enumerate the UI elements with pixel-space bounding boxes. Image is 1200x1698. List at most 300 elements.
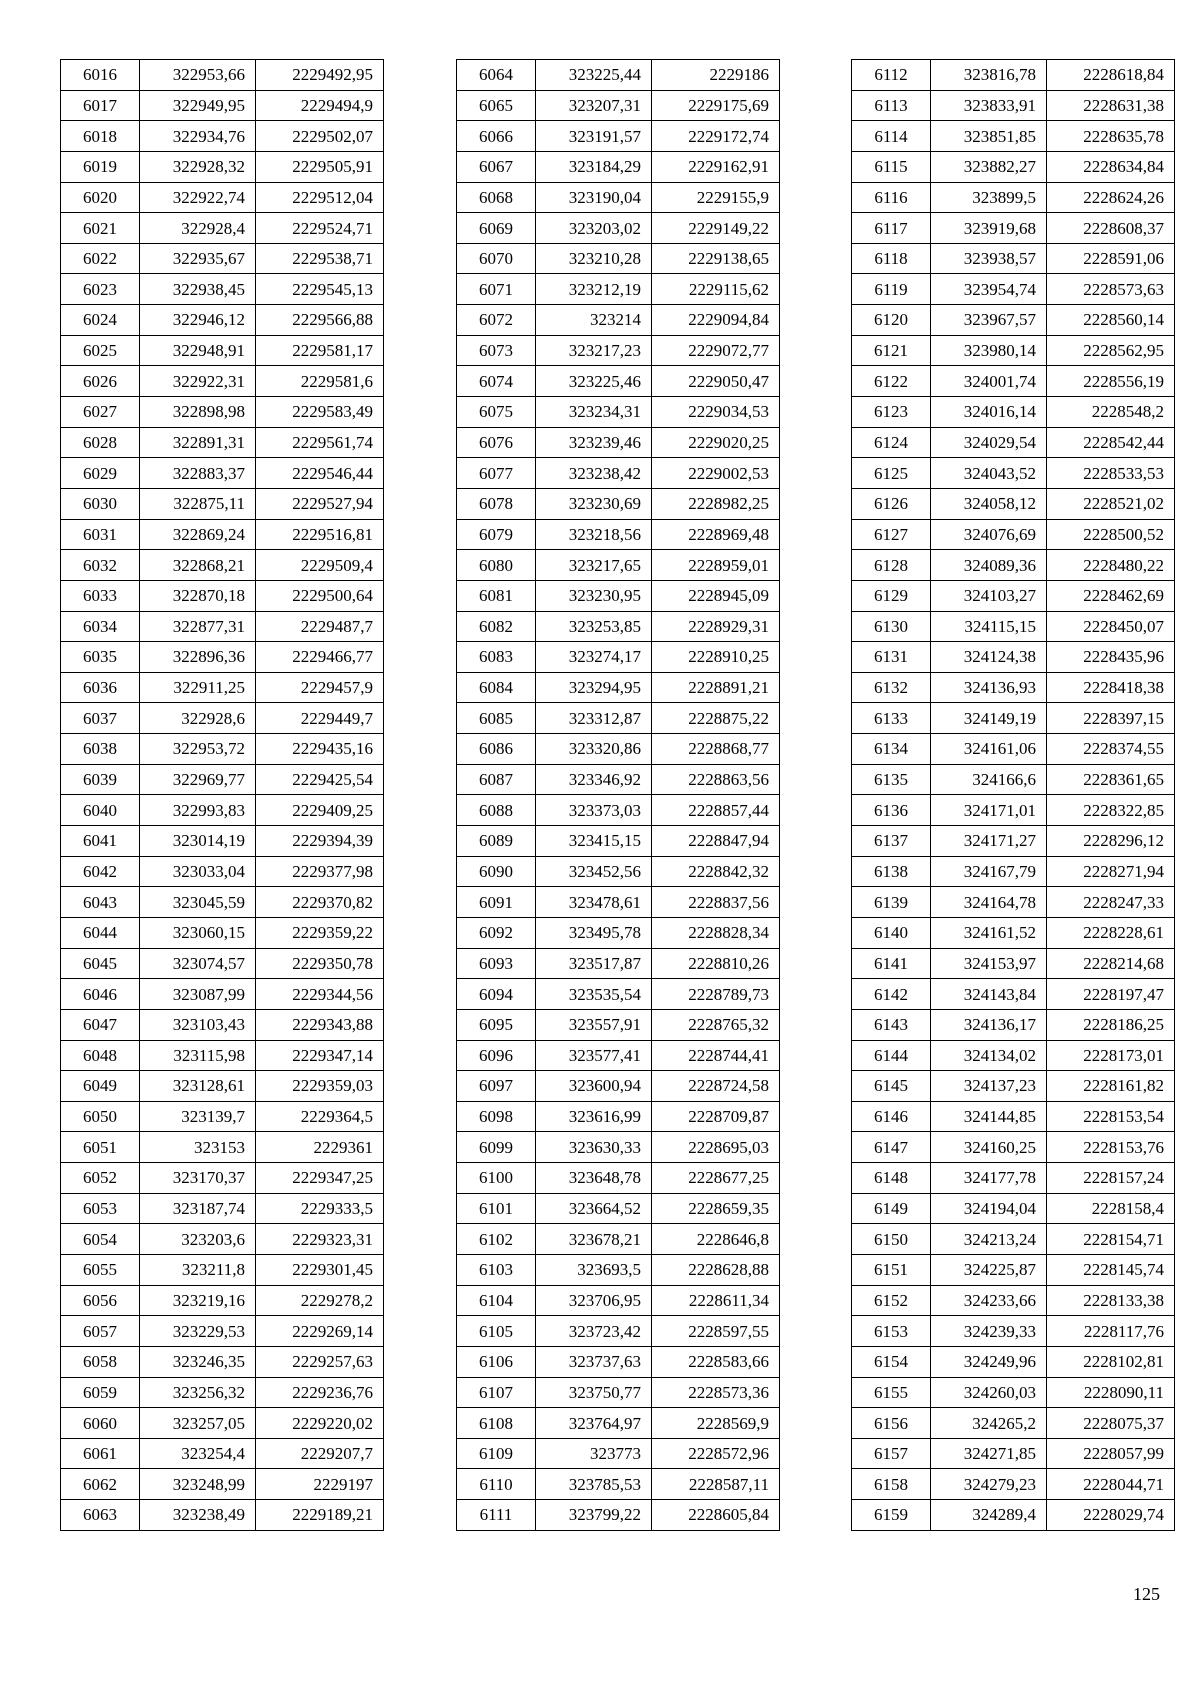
- x-coordinate: 322868,21: [140, 550, 256, 581]
- table-row: [61, 1040, 384, 1071]
- table-row: [852, 1101, 1175, 1132]
- coordinate-table-1: [60, 59, 384, 1531]
- x-coordinate: 323773: [536, 1438, 652, 1469]
- point-number: 6154: [852, 1346, 931, 1377]
- x-coordinate: 323212,19: [536, 274, 652, 305]
- y-coordinate: 2228857,44: [652, 795, 780, 826]
- y-coordinate: 2229561,74: [256, 427, 384, 458]
- y-coordinate: 2229566,88: [256, 305, 384, 336]
- x-coordinate: 323219,16: [140, 1285, 256, 1316]
- point-number: 6026: [61, 366, 140, 397]
- x-coordinate: 323253,85: [536, 611, 652, 642]
- x-coordinate: 323203,6: [140, 1224, 256, 1255]
- point-number: 6103: [457, 1254, 536, 1285]
- x-coordinate: 324233,66: [931, 1285, 1047, 1316]
- table-row: [457, 1132, 780, 1163]
- table-row: [61, 213, 384, 244]
- table-row: [457, 1408, 780, 1439]
- table-row: [457, 611, 780, 642]
- x-coordinate: 323373,03: [536, 795, 652, 826]
- point-number: 6048: [61, 1040, 140, 1071]
- point-number: 6089: [457, 826, 536, 857]
- x-coordinate: 323799,22: [536, 1500, 652, 1531]
- table-row: [457, 1193, 780, 1224]
- table-row: [852, 550, 1175, 581]
- table-row: [852, 243, 1175, 274]
- x-coordinate: 324137,23: [931, 1071, 1047, 1102]
- point-number: 6029: [61, 458, 140, 489]
- y-coordinate: 2228145,74: [1047, 1254, 1175, 1285]
- x-coordinate: 324058,12: [931, 488, 1047, 519]
- table-row: [61, 151, 384, 182]
- table-row: [852, 1346, 1175, 1377]
- y-coordinate: 2229220,02: [256, 1408, 384, 1439]
- x-coordinate: 324029,54: [931, 427, 1047, 458]
- x-coordinate: 323139,7: [140, 1101, 256, 1132]
- x-coordinate: 323238,49: [140, 1500, 256, 1531]
- table-row: [61, 274, 384, 305]
- x-coordinate: 324076,69: [931, 519, 1047, 550]
- y-coordinate: 2228724,58: [652, 1071, 780, 1102]
- table-row: [61, 1500, 384, 1531]
- y-coordinate: 2228117,76: [1047, 1316, 1175, 1347]
- x-coordinate: 323033,04: [140, 856, 256, 887]
- x-coordinate: 323600,94: [536, 1071, 652, 1102]
- y-coordinate: 2229347,14: [256, 1040, 384, 1071]
- point-number: 6090: [457, 856, 536, 887]
- y-coordinate: 2228659,35: [652, 1193, 780, 1224]
- point-number: 6138: [852, 856, 931, 887]
- point-number: 6040: [61, 795, 140, 826]
- table-row: [457, 887, 780, 918]
- x-coordinate: 323207,31: [536, 90, 652, 121]
- point-number: 6063: [61, 1500, 140, 1531]
- point-number: 6055: [61, 1254, 140, 1285]
- x-coordinate: 322953,72: [140, 734, 256, 765]
- x-coordinate: 323115,98: [140, 1040, 256, 1071]
- x-coordinate: 323678,21: [536, 1224, 652, 1255]
- table-row: [457, 274, 780, 305]
- y-coordinate: 2229527,94: [256, 488, 384, 519]
- x-coordinate: 323954,74: [931, 274, 1047, 305]
- x-coordinate: 324194,04: [931, 1193, 1047, 1224]
- point-number: 6111: [457, 1500, 536, 1531]
- x-coordinate: 323851,85: [931, 121, 1047, 152]
- y-coordinate: 2228057,99: [1047, 1438, 1175, 1469]
- y-coordinate: 2228247,33: [1047, 887, 1175, 918]
- table-row: [61, 1285, 384, 1316]
- y-coordinate: 2228591,06: [1047, 243, 1175, 274]
- table-row: [852, 1163, 1175, 1194]
- x-coordinate: 323833,91: [931, 90, 1047, 121]
- table-row: [852, 1040, 1175, 1071]
- table-row: [61, 703, 384, 734]
- table-row: [852, 1408, 1175, 1439]
- y-coordinate: 2229094,84: [652, 305, 780, 336]
- point-number: 6109: [457, 1438, 536, 1469]
- y-coordinate: 2228842,32: [652, 856, 780, 887]
- x-coordinate: 323517,87: [536, 948, 652, 979]
- y-coordinate: 2228153,54: [1047, 1101, 1175, 1132]
- table-row: [852, 948, 1175, 979]
- point-number: 6141: [852, 948, 931, 979]
- x-coordinate: 323706,95: [536, 1285, 652, 1316]
- point-number: 6078: [457, 488, 536, 519]
- point-number: 6017: [61, 90, 140, 121]
- table-row: [852, 60, 1175, 91]
- x-coordinate: 323967,57: [931, 305, 1047, 336]
- table-row: [61, 1438, 384, 1469]
- x-coordinate: 324134,02: [931, 1040, 1047, 1071]
- point-number: 6071: [457, 274, 536, 305]
- y-coordinate: 2228634,84: [1047, 151, 1175, 182]
- table-row: [457, 397, 780, 428]
- x-coordinate: 323764,97: [536, 1408, 652, 1439]
- point-number: 6148: [852, 1163, 931, 1194]
- x-coordinate: 324143,84: [931, 979, 1047, 1010]
- table-row: [457, 243, 780, 274]
- table-row: [61, 856, 384, 887]
- x-coordinate: 323225,46: [536, 366, 652, 397]
- x-coordinate: 323557,91: [536, 1009, 652, 1040]
- x-coordinate: 322993,83: [140, 795, 256, 826]
- point-number: 6074: [457, 366, 536, 397]
- y-coordinate: 2228597,55: [652, 1316, 780, 1347]
- x-coordinate: 324177,78: [931, 1163, 1047, 1194]
- x-coordinate: 322898,98: [140, 397, 256, 428]
- y-coordinate: 2228982,25: [652, 488, 780, 519]
- point-number: 6066: [457, 121, 536, 152]
- x-coordinate: 323211,8: [140, 1254, 256, 1285]
- x-coordinate: 323750,77: [536, 1377, 652, 1408]
- point-number: 6097: [457, 1071, 536, 1102]
- y-coordinate: 2228868,77: [652, 734, 780, 765]
- y-coordinate: 2229512,04: [256, 182, 384, 213]
- point-number: 6130: [852, 611, 931, 642]
- y-coordinate: 2228765,32: [652, 1009, 780, 1040]
- y-coordinate: 2228611,34: [652, 1285, 780, 1316]
- y-coordinate: 2228875,22: [652, 703, 780, 734]
- x-coordinate: 324001,74: [931, 366, 1047, 397]
- y-coordinate: 2228521,02: [1047, 488, 1175, 519]
- table-row: [61, 1408, 384, 1439]
- point-number: 6137: [852, 826, 931, 857]
- table-row: [852, 1285, 1175, 1316]
- table-row: [457, 1224, 780, 1255]
- table-row: [852, 427, 1175, 458]
- y-coordinate: 2228133,38: [1047, 1285, 1175, 1316]
- point-number: 6155: [852, 1377, 931, 1408]
- table-row: [61, 917, 384, 948]
- point-number: 6064: [457, 60, 536, 91]
- point-number: 6135: [852, 764, 931, 795]
- y-coordinate: 2228542,44: [1047, 427, 1175, 458]
- table-row: [457, 1254, 780, 1285]
- x-coordinate: 322875,11: [140, 488, 256, 519]
- x-coordinate: 323229,53: [140, 1316, 256, 1347]
- point-number: 6108: [457, 1408, 536, 1439]
- point-number: 6092: [457, 917, 536, 948]
- x-coordinate: 323170,37: [140, 1163, 256, 1194]
- y-coordinate: 2228214,68: [1047, 948, 1175, 979]
- y-coordinate: 2229269,14: [256, 1316, 384, 1347]
- y-coordinate: 2228891,21: [652, 672, 780, 703]
- table-row: [852, 397, 1175, 428]
- point-number: 6143: [852, 1009, 931, 1040]
- x-coordinate: 322869,24: [140, 519, 256, 550]
- y-coordinate: 2229457,9: [256, 672, 384, 703]
- point-number: 6086: [457, 734, 536, 765]
- point-number: 6102: [457, 1224, 536, 1255]
- point-number: 6132: [852, 672, 931, 703]
- y-coordinate: 2228480,22: [1047, 550, 1175, 581]
- y-coordinate: 2229257,63: [256, 1346, 384, 1377]
- x-coordinate: 323577,41: [536, 1040, 652, 1071]
- point-number: 6021: [61, 213, 140, 244]
- table-row: [852, 856, 1175, 887]
- table-row: [61, 60, 384, 91]
- table-row: [61, 427, 384, 458]
- y-coordinate: 2229072,77: [652, 335, 780, 366]
- y-coordinate: 2229172,74: [652, 121, 780, 152]
- point-number: 6020: [61, 182, 140, 213]
- x-coordinate: 324166,6: [931, 764, 1047, 795]
- x-coordinate: 324144,85: [931, 1101, 1047, 1132]
- x-coordinate: 323648,78: [536, 1163, 652, 1194]
- table-row: [852, 642, 1175, 673]
- x-coordinate: 323060,15: [140, 917, 256, 948]
- x-coordinate: 323246,35: [140, 1346, 256, 1377]
- x-coordinate: 322969,77: [140, 764, 256, 795]
- point-number: 6128: [852, 550, 931, 581]
- y-coordinate: 2228161,82: [1047, 1071, 1175, 1102]
- table-row: [61, 1132, 384, 1163]
- x-coordinate: 323346,92: [536, 764, 652, 795]
- x-coordinate: 324260,03: [931, 1377, 1047, 1408]
- x-coordinate: 323238,42: [536, 458, 652, 489]
- point-number: 6156: [852, 1408, 931, 1439]
- table-row: [457, 1500, 780, 1531]
- x-coordinate: 324136,93: [931, 672, 1047, 703]
- table-row: [457, 917, 780, 948]
- x-coordinate: 322928,6: [140, 703, 256, 734]
- x-coordinate: 323693,5: [536, 1254, 652, 1285]
- point-number: 6107: [457, 1377, 536, 1408]
- point-number: 6067: [457, 151, 536, 182]
- y-coordinate: 2228500,52: [1047, 519, 1175, 550]
- page-number: 125: [1133, 1584, 1160, 1604]
- y-coordinate: 2228090,11: [1047, 1377, 1175, 1408]
- y-coordinate: 2229545,13: [256, 274, 384, 305]
- y-coordinate: 2228153,76: [1047, 1132, 1175, 1163]
- y-coordinate: 2229347,25: [256, 1163, 384, 1194]
- point-number: 6126: [852, 488, 931, 519]
- x-coordinate: 323014,19: [140, 826, 256, 857]
- table-row: [852, 979, 1175, 1010]
- x-coordinate: 323074,57: [140, 948, 256, 979]
- x-coordinate: 324161,52: [931, 917, 1047, 948]
- x-coordinate: 322953,66: [140, 60, 256, 91]
- table-row: [457, 979, 780, 1010]
- y-coordinate: 2229186: [652, 60, 780, 91]
- x-coordinate: 323190,04: [536, 182, 652, 213]
- x-coordinate: 323737,63: [536, 1346, 652, 1377]
- y-coordinate: 2228646,8: [652, 1224, 780, 1255]
- y-coordinate: 2229115,62: [652, 274, 780, 305]
- table-row: [852, 764, 1175, 795]
- y-coordinate: 2229050,47: [652, 366, 780, 397]
- point-number: 6027: [61, 397, 140, 428]
- table-row: [457, 519, 780, 550]
- y-coordinate: 2229278,2: [256, 1285, 384, 1316]
- y-coordinate: 2229034,53: [652, 397, 780, 428]
- point-number: 6158: [852, 1469, 931, 1500]
- point-number: 6094: [457, 979, 536, 1010]
- point-number: 6058: [61, 1346, 140, 1377]
- table-row: [457, 764, 780, 795]
- y-coordinate: 2228605,84: [652, 1500, 780, 1531]
- table-row: [61, 397, 384, 428]
- table-row: [61, 948, 384, 979]
- point-number: 6131: [852, 642, 931, 673]
- table-row: [852, 703, 1175, 734]
- point-number: 6038: [61, 734, 140, 765]
- point-number: 6099: [457, 1132, 536, 1163]
- x-coordinate: 323312,87: [536, 703, 652, 734]
- y-coordinate: 2228573,36: [652, 1377, 780, 1408]
- table-row: [852, 917, 1175, 948]
- table-row: [852, 887, 1175, 918]
- point-number: 6134: [852, 734, 931, 765]
- point-number: 6140: [852, 917, 931, 948]
- x-coordinate: 323257,05: [140, 1408, 256, 1439]
- y-coordinate: 2229409,25: [256, 795, 384, 826]
- table-row: [61, 672, 384, 703]
- table-row: [457, 305, 780, 336]
- y-coordinate: 2228573,63: [1047, 274, 1175, 305]
- x-coordinate: 324265,2: [931, 1408, 1047, 1439]
- y-coordinate: 2228158,4: [1047, 1193, 1175, 1224]
- point-number: 6139: [852, 887, 931, 918]
- point-number: 6080: [457, 550, 536, 581]
- y-coordinate: 2228628,88: [652, 1254, 780, 1285]
- x-coordinate: 322922,31: [140, 366, 256, 397]
- table-row: [852, 1438, 1175, 1469]
- y-coordinate: 2228044,71: [1047, 1469, 1175, 1500]
- x-coordinate: 323415,15: [536, 826, 652, 857]
- y-coordinate: 2229020,25: [652, 427, 780, 458]
- point-number: 6113: [852, 90, 931, 121]
- point-number: 6100: [457, 1163, 536, 1194]
- point-number: 6077: [457, 458, 536, 489]
- table-row: [852, 121, 1175, 152]
- x-coordinate: 322938,45: [140, 274, 256, 305]
- table-row: [852, 1132, 1175, 1163]
- x-coordinate: 324171,27: [931, 826, 1047, 857]
- x-coordinate: 323230,95: [536, 580, 652, 611]
- y-coordinate: 2229449,7: [256, 703, 384, 734]
- point-number: 6034: [61, 611, 140, 642]
- y-coordinate: 2229197: [256, 1469, 384, 1500]
- y-coordinate: 2228435,96: [1047, 642, 1175, 673]
- point-number: 6145: [852, 1071, 931, 1102]
- table-row: [852, 1254, 1175, 1285]
- table-row: [457, 121, 780, 152]
- y-coordinate: 2229538,71: [256, 243, 384, 274]
- point-number: 6087: [457, 764, 536, 795]
- y-coordinate: 2228583,66: [652, 1346, 780, 1377]
- y-coordinate: 2228910,25: [652, 642, 780, 673]
- table-row: [852, 1193, 1175, 1224]
- y-coordinate: 2228450,07: [1047, 611, 1175, 642]
- y-coordinate: 2228029,74: [1047, 1500, 1175, 1531]
- point-number: 6098: [457, 1101, 536, 1132]
- x-coordinate: 324289,4: [931, 1500, 1047, 1531]
- x-coordinate: 324213,24: [931, 1224, 1047, 1255]
- y-coordinate: 2228695,03: [652, 1132, 780, 1163]
- x-coordinate: 324115,15: [931, 611, 1047, 642]
- point-number: 6043: [61, 887, 140, 918]
- y-coordinate: 2229364,5: [256, 1101, 384, 1132]
- point-number: 6144: [852, 1040, 931, 1071]
- point-number: 6039: [61, 764, 140, 795]
- point-number: 6069: [457, 213, 536, 244]
- x-coordinate: 322870,18: [140, 580, 256, 611]
- point-number: 6150: [852, 1224, 931, 1255]
- x-coordinate: 324249,96: [931, 1346, 1047, 1377]
- x-coordinate: 323616,99: [536, 1101, 652, 1132]
- x-coordinate: 322935,67: [140, 243, 256, 274]
- y-coordinate: 2229301,45: [256, 1254, 384, 1285]
- x-coordinate: 324279,23: [931, 1469, 1047, 1500]
- table-row: [61, 335, 384, 366]
- table-row: [61, 1469, 384, 1500]
- x-coordinate: 323495,78: [536, 917, 652, 948]
- x-coordinate: 323103,43: [140, 1009, 256, 1040]
- point-number: 6101: [457, 1193, 536, 1224]
- x-coordinate: 323248,99: [140, 1469, 256, 1500]
- x-coordinate: 323128,61: [140, 1071, 256, 1102]
- y-coordinate: 2228556,19: [1047, 366, 1175, 397]
- y-coordinate: 2229466,77: [256, 642, 384, 673]
- table-row: [61, 1346, 384, 1377]
- table-row: [852, 795, 1175, 826]
- x-coordinate: 323087,99: [140, 979, 256, 1010]
- point-number: 6051: [61, 1132, 140, 1163]
- table-row: [852, 826, 1175, 857]
- y-coordinate: 2229175,69: [652, 90, 780, 121]
- table-row: [852, 734, 1175, 765]
- table-row: [61, 182, 384, 213]
- point-number: 6046: [61, 979, 140, 1010]
- point-number: 6127: [852, 519, 931, 550]
- x-coordinate: 323294,95: [536, 672, 652, 703]
- x-coordinate: 323210,28: [536, 243, 652, 274]
- point-number: 6096: [457, 1040, 536, 1071]
- y-coordinate: 2228296,12: [1047, 826, 1175, 857]
- table-row: [852, 1224, 1175, 1255]
- y-coordinate: 2228744,41: [652, 1040, 780, 1071]
- point-number: 6147: [852, 1132, 931, 1163]
- table-row: [457, 1040, 780, 1071]
- table-row: [61, 642, 384, 673]
- y-coordinate: 2228197,47: [1047, 979, 1175, 1010]
- point-number: 6084: [457, 672, 536, 703]
- point-number: 6047: [61, 1009, 140, 1040]
- x-coordinate: 323785,53: [536, 1469, 652, 1500]
- point-number: 6105: [457, 1316, 536, 1347]
- y-coordinate: 2228608,37: [1047, 213, 1175, 244]
